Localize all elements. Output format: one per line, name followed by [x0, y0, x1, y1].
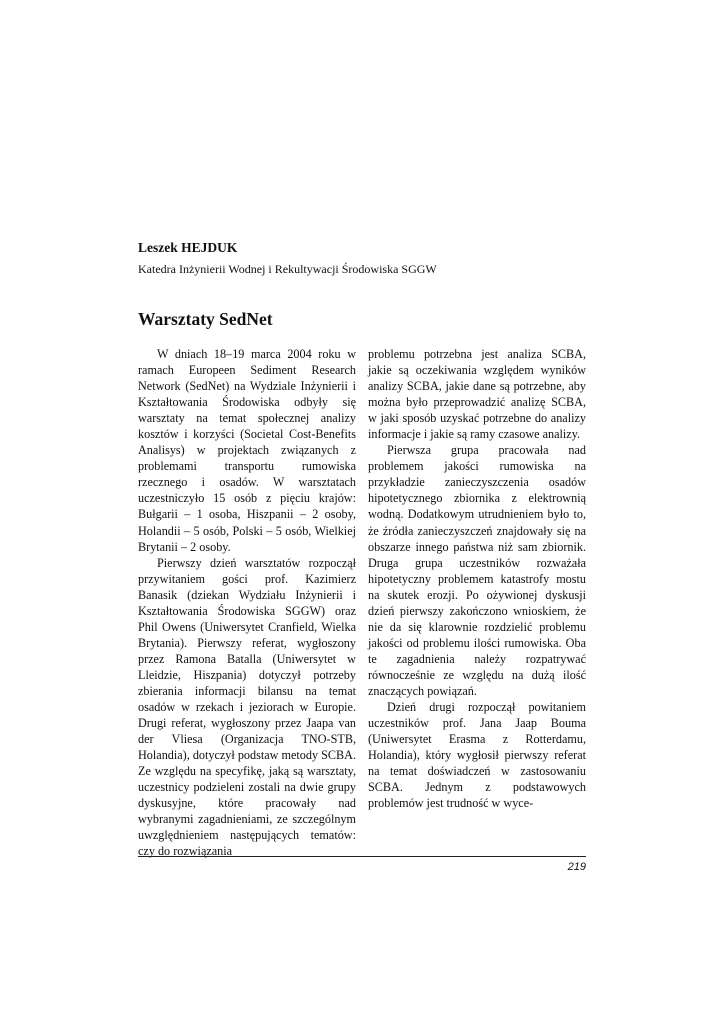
author-affiliation: Katedra Inżynierii Wodnej i Rekultywacji Środowiska SGGW [138, 262, 437, 276]
paragraph-right-1: problemu potrzebna jest analiza SCBA, jakie są oczekiwania względem wyników analizy SCBA, jakie dane są potrzebne, aby można było przeprowadzić analizę SCBA, w jaki sposób uzyskać potrzebne do analizy informacje i jakie są ramy czasowe analizy. [368, 347, 586, 442]
page-number: 219 [567, 861, 586, 873]
paragraph-left-1: W dniach 18–19 marca 2004 roku w ramach Europeen Sediment Research Network (SedNet) na Wydziale Inżynierii i Kształtowania Środowiska odbyły się warsztaty na temat społecznej analizy kosztów i korzyści (Societal Cost-Benefits Analisys) w projektach związanych z problemami transportu rumowiska rzecznego i osadów. W warsztatach uczestniczyło 15 osób z pięciu krajów: Bułgarii – 1 osoba, Hiszpanii – 2 osoby, Holandii – 5 osób, Polski – 5 osób, Wielkiej Brytanii – 2 osoby. [138, 347, 356, 554]
paragraph-right-2: Pierwsza grupa pracowała nad problemem jakości rumowiska na przykładzie zanieczyszczenia osadów hipotetycznego zbiornika z elektrownią wodną. Dodatkowym utrudnieniem było to, że źródła zanieczyszczeń znajdowały się na obszarze innego państwa niż sam zbiornik. Druga grupa uczestników rozważała hipotetyczny problemem katastrofy mostu na skutek erozji. Po ożywionej dyskusji dzień pierwszy zakończono wnioskiem, że nie da się klarownie rozdzielić problemu jakości od problemu ilości rumowiska. Oba te zagadnienia należy rozpatrywać równocześnie ze względu na dużą ilość znaczących powiązań. [368, 443, 586, 698]
left-column [138, 346, 356, 860]
article-title: Warsztaty SedNet [138, 309, 273, 329]
author-name: Leszek HEJDUK [138, 240, 238, 255]
paragraph-right-3: Dzień drugi rozpoczął powitaniem uczestników prof. Jana Jaap Bouma (Uniwersytet Erasma z Rotterdamu, Holandia), który wygłosił pierwszy referat na temat doświadczeń w zastosowaniu SCBA. Jednym z podstawowych problemów jest trudność w wyce- [368, 700, 586, 811]
right-column [368, 346, 586, 811]
paragraph-left-2: Pierwszy dzień warsztatów rozpoczął przywitaniem gości prof. Kazimierz Banasik (dziekan Wydziału Inżynierii i Kształtowania Środowiska SGGW) oraz Phil Owens (Uniwersytet Cranfield, Wielka Brytania). Pierwszy referat, wygłoszony przez Ramona Batalla (Uniwersytet w Lleidzie, Hiszpania) dotyczył potrzeby zbierania informacji bilansu na temat osadów w rzekach i jeziorach w Europie. Drugi referat, wygłoszony przez Jaapa van der Vliesa (Organizacja TNO-STB, Holandia), dotyczył podstaw metody SCBA. Ze względu na specyfikę, jaką są warsztaty, uczestnicy podzieleni zostali na dwie grupy dyskusyjne, które pracowały nad wybranymi zagadnieniami, ze szczególnym uwzględnieniem następujących tematów: czy do rozwiązania [138, 555, 356, 859]
footer-rule [138, 856, 586, 857]
